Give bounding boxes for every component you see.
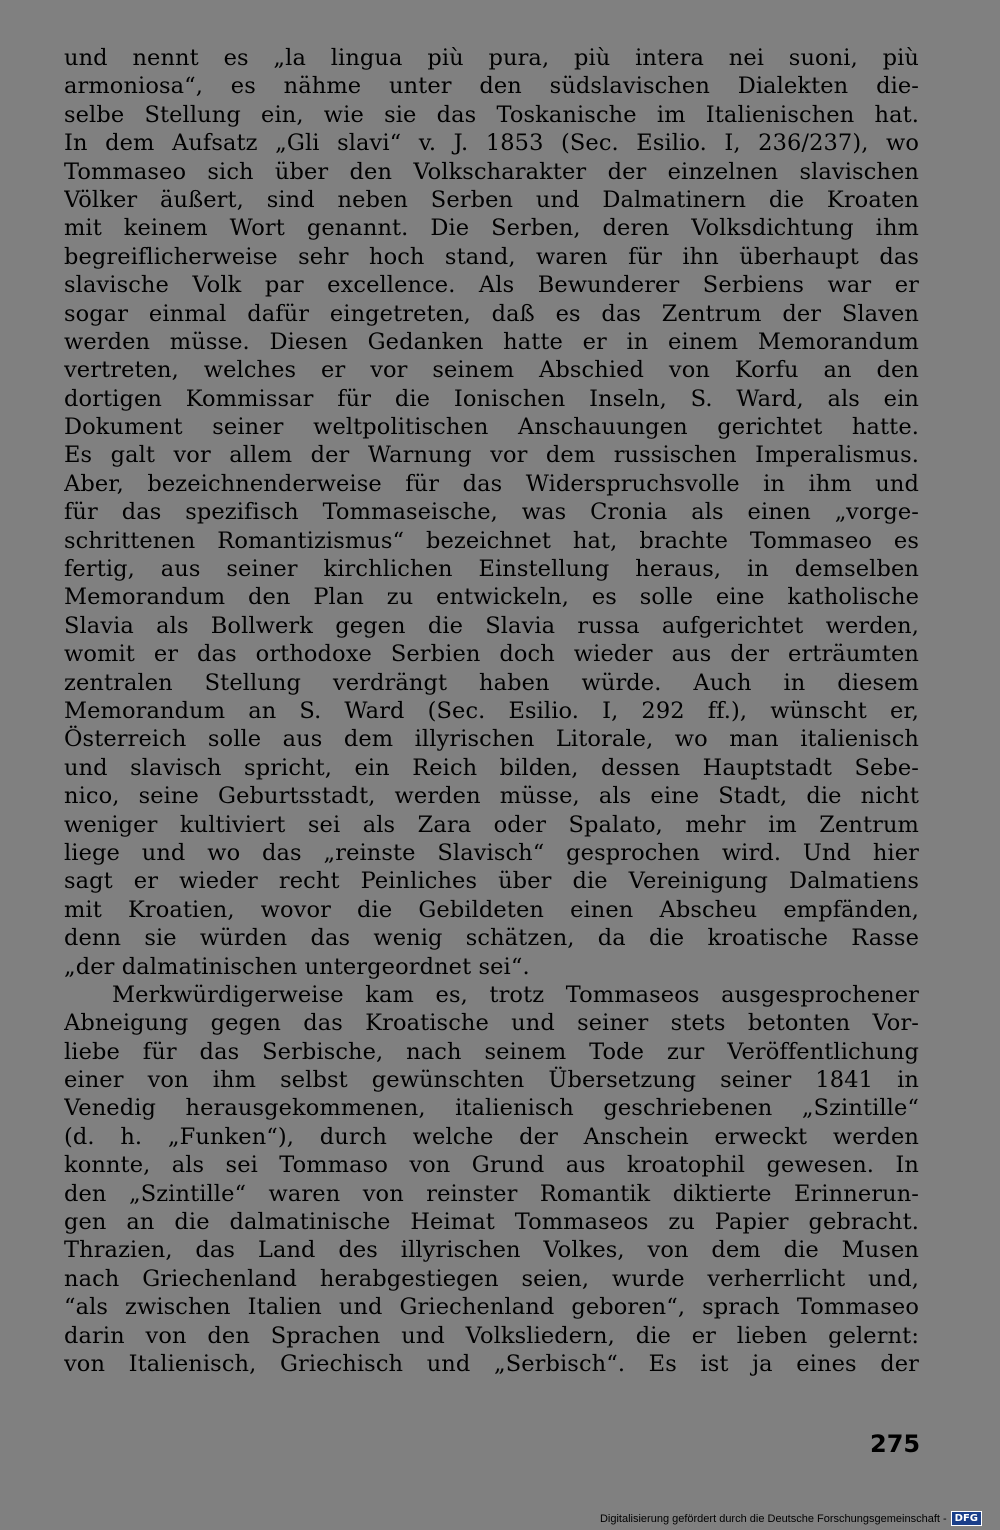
text-line: Memorandum den Plan zu entwickeln, es solle eine katholische	[64, 584, 919, 611]
text-line: Es galt vor allem der Warnung vor dem russischen Imperalismus.	[64, 442, 919, 469]
text-line: weniger kultiviert sei als Zara oder Spalato, mehr im Zentrum	[64, 811, 919, 838]
text-line: Aber, bezeichnenderweise für das Widerspruchsvolle in ihm und	[64, 470, 919, 497]
text-line: slavische Volk par excellence. Als Bewunderer Serbiens war er	[64, 272, 919, 299]
text-line: Thrazien, das Land des illyrischen Volkes, von dem die Musen	[64, 1237, 919, 1264]
text-line: werden müsse. Diesen Gedanken hatte er in einem Memorandum	[64, 328, 919, 355]
text-line: mit keinem Wort genannt. Die Serben, deren Volksdichtung ihm	[64, 215, 919, 242]
text-line: und slavisch spricht, ein Reich bilden, dessen Hauptstadt Sebe-	[64, 754, 919, 781]
text-line: liebe für das Serbische, nach seinem Tode zur Veröffentlichung	[64, 1038, 919, 1065]
text-line: schrittenen Romantizismus“ bezeichnet hat, brachte Tommaseo es	[64, 527, 919, 554]
body-text	[64, 44, 919, 1378]
text-line: und nennt es „la lingua più pura, più intera nei suoni, più	[64, 45, 919, 71]
text-line: von Italienisch, Griechisch und „Serbisch“. Es ist ja eines der	[64, 1350, 919, 1377]
footer	[600, 1511, 982, 1526]
text-line: selbe Stellung ein, wie sie das Toskanische im Italienischen hat.	[64, 101, 919, 128]
text-line: Abneigung gegen das Kroatische und seiner stets betonten Vor-	[64, 1010, 919, 1037]
text-line: für das spezifisch Tommaseische, was Cronia als einen „vorge-	[64, 499, 919, 526]
text-line: nach Griechenland herabgestiegen seien, wurde verherrlicht und,	[64, 1265, 919, 1292]
text-line: sagt er wieder recht Peinliches über die Vereinigung Dalmatiens	[64, 868, 919, 895]
text-line: Völker äußert, sind neben Serben und Dalmatinern die Kroaten	[64, 186, 919, 213]
text-line: mit Kroatien, wovor die Gebildeten einen Abscheu empfänden,	[64, 896, 919, 923]
text-line: zentralen Stellung verdrängt haben würde. Auch in diesem	[64, 669, 919, 696]
text-line: darin von den Sprachen und Volksliedern, die er lieben gelernt:	[64, 1322, 919, 1349]
text-line: In dem Aufsatz „Gli slavi“ v. J. 1853 (Sec. Esilio. I, 236/237), wo	[64, 130, 919, 157]
dfg-logo: DFG	[951, 1511, 982, 1526]
text-line: begreiflicherweise sehr hoch stand, waren für ihn überhaupt das	[64, 243, 919, 270]
text-line: womit er das orthodoxe Serbien doch wieder aus der erträumten	[64, 641, 919, 668]
text-line: Venedig herausgekommenen, italienisch geschriebenen „Szintille“	[64, 1095, 919, 1122]
text-line: sogar einmal dafür eingetreten, daß es das Zentrum der Slaven	[64, 300, 919, 327]
page-number: 275	[870, 1430, 921, 1458]
footer-text: Digitalisierung gefördert durch die Deutsche Forschungsgemeinschaft -	[599, 1512, 947, 1525]
text-line: konnte, als sei Tommaso von Grund aus kroatophil gewesen. In	[64, 1152, 919, 1179]
text-line: (d. h. „Funken“), durch welche der Anschein erweckt werden	[64, 1123, 919, 1150]
paragraph	[64, 981, 919, 1378]
text-line: Memorandum an S. Ward (Sec. Esilio. I, 292 ff.), wünscht er,	[64, 697, 919, 724]
text-line: gen an die dalmatinische Heimat Tommaseos zu Papier gebracht.	[64, 1209, 919, 1236]
text-line: Dokument seiner weltpolitischen Anschauungen gerichtet hatte.	[64, 414, 919, 441]
text-line: armoniosa“, es nähme unter den südslavischen Dialekten die-	[64, 73, 919, 100]
text-line: Tommaseo sich über den Volkscharakter der einzelnen slavischen	[64, 158, 919, 185]
text-line: Merkwürdigerweise kam es, trotz Tommaseos ausgesprochener	[112, 981, 919, 1008]
text-line: “als zwischen Italien und Griechenland geboren“, sprach Tommaseo	[64, 1294, 919, 1321]
text-line: den „Szintille“ waren von reinster Romantik diktierte Erinnerun-	[64, 1180, 919, 1207]
paragraph	[64, 44, 919, 981]
text-line: Österreich solle aus dem illyrischen Litorale, wo man italienisch	[64, 726, 919, 753]
text-line: dortigen Kommissar für die Ionischen Inseln, S. Ward, als ein	[64, 385, 919, 412]
text-line: Slavia als Bollwerk gegen die Slavia russa aufgerichtet werden,	[64, 612, 919, 639]
text-line: liege und wo das „reinste Slavisch“ gesprochen wird. Und hier	[64, 839, 919, 866]
text-line: vertreten, welches er vor seinem Abschied von Korfu an den	[64, 357, 919, 384]
text-line: denn sie würden das wenig schätzen, da die kroatische Rasse	[64, 925, 919, 952]
text-line: fertig, aus seiner kirchlichen Einstellung heraus, in demselben	[64, 556, 919, 583]
text-line: nico, seine Geburtsstadt, werden müsse, als eine Stadt, die nicht	[64, 783, 919, 810]
text-line: „der dalmatinischen untergeordnet sei“.	[64, 953, 530, 980]
text-line: einer von ihm selbst gewünschten Übersetzung seiner 1841 in	[64, 1067, 919, 1094]
